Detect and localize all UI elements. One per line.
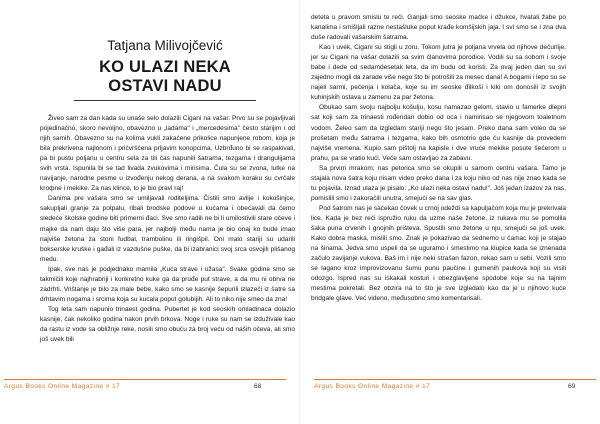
paragraph: Obukao sam svoju najbolju košulju, kosu namazao gelom, stavio u famerke dlepni sat koji sam za trinaesti rođendan dobio od oca i namirisao se njegovom toaletnom vodom. Želeo sam da izgledam stariji nego što jesam. Preko dana sam voleo da se prošetam među šatrama i tezgama, kako bih osmotrio gde ću kasnije da provedem najviše vremena. Kupio sam pištolj na kapisle i dve vruće mekike posute šećerom u prahu, pa se vratio kući. Veče sam ostavljao za zabavu. (311, 104, 566, 162)
right-body-text (311, 13, 566, 304)
page-number: 68 (254, 383, 262, 390)
magazine-footer: Argus Books Online Magazine # 17 (314, 383, 431, 390)
left-body-text (40, 114, 295, 345)
paragraph: Živeo sam za dan kada su unaše selo dolazili Cigani na vašar. Prvo su se pojavljivali pojedinačno, skoro nevoljno, obavezno u „ladama" i „mercedesima" često starijim i od njih samih. Obavezno su na kolima vukli zakačene prikolice napunjene robom, koja je bila prekrivena najlonom i pričvršćena prljavim konopcima. Uzbrđuno bi se raspakivali, pa bi pustu poljanu u centru sela za tili čas napunili šatrama, tezgama i drangulijama svih vrsta. Ispunila bi se tad livada zvukovima i mirisima. Čula su se zvona, lutke na navijanje, narodne pesme u izvođenju nekog derana, a na svakom koraku su cvrčale kroфne i mekike. Za nas klince, to je bio pravi raj! (40, 115, 295, 193)
paragraph: deteta u pravom smislu te reči. Ganjali smo seoske mačke i džukce, hvatali žabe po kanalima i smišljali razne nestašluke poput krađe komšijskih jaja. I svi smo se i zna dva duše radovali vašarskim šatrama. (311, 14, 566, 42)
story-title-line-2: OSTAVI NADU (108, 77, 222, 95)
title-divider (74, 100, 256, 101)
paragraph: Sa prvim mrakom, nas petorica smo se okupili u samom centru vašara. Tamo je stajala nova šatra koju nisam video preko dana i za koju niko od nas nije znao kada se tu pojavila. Iznad ulaza je pisalo: „Ko ulazi neka ostavi nadu!". Još jedan izazov za nas, pomislili smo i zakoračili unutra, smejući se na sav glas. (311, 164, 566, 202)
footer-rule (4, 379, 286, 380)
page-number: 69 (568, 383, 576, 390)
magazine-footer: Argus Books Online Magazine # 17 (4, 383, 121, 390)
story-title-line-1: KO ULAZI NEKA (99, 58, 231, 76)
author-name: Tatjana Milivojčević (107, 38, 223, 53)
paragraph: Ipak, sve nas je podjednako mamila „Kuća strave i užasa". Svake godine smo se takmičili koje najhrabriji i konkretno kuke ga da prođe put strave, a da mu ni obrva ne zadrhti. Vrištanje je bilo za male bebe, kako smo se kasnije šepurili izlazeći iz šatre sa drhtavim nogama i srcima koja su kucala poput golubijih. Ali to niko nije smeo da zna! (40, 265, 295, 303)
right-page (300, 0, 600, 424)
paragraph: Kao i uvek, Cigani su stigli u zoru. Tokom jutra je poljana vrvela od njihove dečurlije, jer su Cigani na vašar dolazili sa svim članovima porodice. Vodili su sa sobom i svoje babe i dede od sedamdesetak leta, da im budu od koristi. Za ovaj jeden dan su svi zajedno mogli da zarade više nego što bi potrošili za mesec dana! A bogami i lepo su se najeli sarmi, pečenja i kolača, koje su im seoske đilkoši i kiki om donosili iz svojih kuhinjskih ostava u zamenu za par žetona. (311, 44, 566, 102)
paragraph: Pod šatrom nas je sačekao čovek u crnoj odeždi sa kapuljačom koja mu je prekrivala lice. Kada je bez reči ispružio ruku da uzme naše žetone, iz rukava mu se pomolila šaka puna crvenih i gnojnih prišteva. Spustili smo žetone u nju, smejući se još uvek. Kako dobra maska, mislili smo. Znak je pokazivao da sednemo u ćamac koji je stajao na šinama. Jedva smo uspeli da se uguramo i smestimo na klupice kada se iznenada začulo zavijanje vukova. Baš im i nije neki strašan fazon, rekao sam u sebi. Vozili smo se lagano kroz improvizovanu šumu punu paučine i gumenih paukova koji su visili odozgo. Ispred nas su iskakali kosturi i obezglavljene spodobe koje su na tajnim mestima pokretali. Bez obzira na to što je sve izgledalo kao da je u njihovo kuće bridgale glave. Već videno, međusobno smo komentarisali. (311, 204, 566, 303)
paragraph: Danima pre vašara smo se umiljavali roditeljima. Čistili smo avlije i kokošinjce, sakupljali granje za potpalu, ribali brodske podove u kućama i obećavali da ćemo sledeće školske godine biti primerni đaci. Sve smo radili ne bi li umilostivili stare očeve i majke da nam daju što više para, jer najbolji među nama je bio onaj ko bude imao najviše žetona za stoni fudbal, trambolinu ili ringišpil. Oni malo stariji su udarili bokserske kruške i gađali iz vazdušne puške, da bi izabranici svoj srca osvojili plišanog medu. (40, 195, 295, 263)
footer-rule (314, 379, 596, 380)
paragraph: Tog leta sam napunio trinaest godina. Pubertet je kod seoskih omladinaca dolazio kasnije, čak nekoliko godina nakon prvih brkova. Noge i ruke su nam se izduživale kao da rastu iz vode sa obližnje reke, nosili smo obuću za broj veću od naših očeva, ali smo još uvek bili (40, 305, 295, 344)
